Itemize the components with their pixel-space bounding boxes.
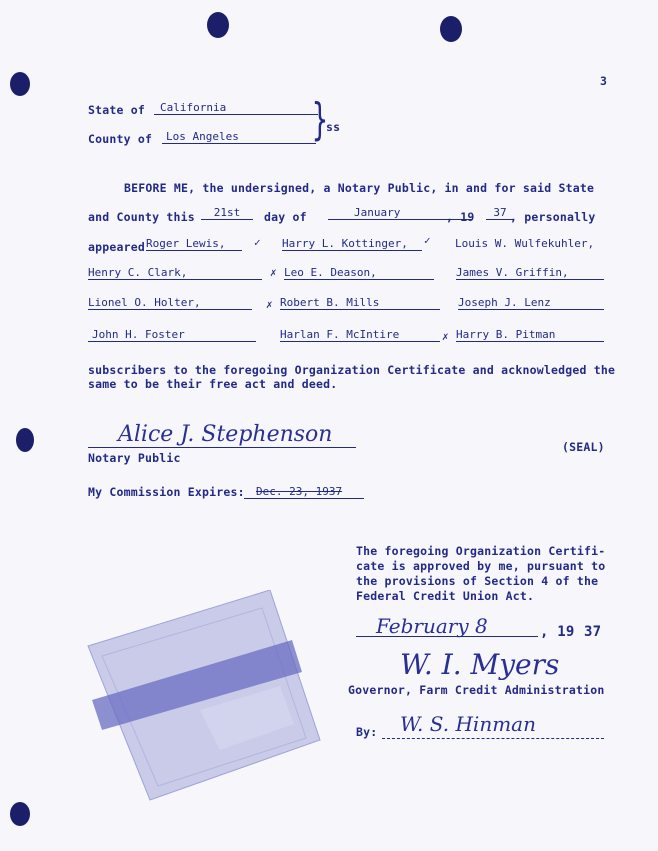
- punch-hole-left-3: [10, 802, 30, 826]
- subscriber-name: Louis W. Wulfekuhler,: [455, 237, 595, 250]
- year-prefix: , 19: [446, 210, 475, 224]
- cross-mark-icon: ✗: [442, 330, 449, 343]
- subscriber-name: Roger Lewis,: [146, 237, 242, 251]
- check-mark-icon: ✓: [254, 236, 261, 249]
- punch-hole-top-left: [207, 12, 229, 38]
- subscriber-name: Leo E. Deason,: [284, 266, 434, 280]
- subscriber-name: John H. Foster: [88, 328, 256, 342]
- by-label: By:: [356, 725, 378, 739]
- governor-label: Governor, Farm Credit Administration: [348, 683, 605, 697]
- commission-label: My Commission Expires:: [88, 485, 245, 499]
- approval-date-line: [356, 636, 538, 637]
- cross-mark-icon: ✗: [270, 266, 277, 279]
- by-signature-line: [382, 738, 604, 739]
- notary-label: Notary Public: [88, 451, 181, 465]
- subscriber-name: Harlan F. McIntire: [280, 328, 440, 342]
- subscriber-name: Harry B. Pitman: [456, 328, 604, 342]
- approval-line-4: Federal Credit Union Act.: [356, 589, 535, 603]
- state-label: State of: [88, 103, 145, 117]
- closing-line-1: subscribers to the foregoing Organization Certificate and acknowledged the: [88, 363, 616, 377]
- and-county-text: and County this: [88, 210, 195, 224]
- notary-signature-line: [88, 447, 356, 448]
- venue-brace: }: [312, 94, 328, 145]
- punch-hole-left-2: [16, 428, 34, 452]
- day-of-text: day of: [264, 210, 307, 224]
- subscriber-name: Henry C. Clark,: [88, 266, 262, 280]
- subscriber-name: Joseph J. Lenz: [458, 296, 604, 310]
- check-mark-icon: ✓: [424, 234, 431, 247]
- personally-text: , personally: [510, 210, 596, 224]
- governor-signature: W. I. Myers: [400, 648, 560, 681]
- commission-field: Dec. 23, 1937: [244, 485, 364, 499]
- approval-date-handwritten: February 8: [376, 614, 488, 638]
- subscriber-name: Robert B. Mills: [280, 296, 440, 310]
- approval-line-1: The foregoing Organization Certifi-: [356, 544, 606, 558]
- cross-mark-icon: ✗: [266, 298, 273, 311]
- approval-year-value: 37: [584, 624, 602, 640]
- month-field: January: [328, 206, 472, 220]
- approval-line-3: the provisions of Section 4 of the: [356, 574, 599, 588]
- subscriber-name: James V. Griffin,: [456, 266, 604, 280]
- ack-line-1: BEFORE ME, the undersigned, a Notary Public, in and for said State: [124, 181, 595, 195]
- punch-hole-left-1: [10, 72, 30, 96]
- seal-label: (SEAL): [562, 440, 605, 454]
- year-field: 37: [486, 206, 514, 220]
- punch-hole-top-right: [440, 16, 462, 42]
- notary-signature: Alice J. Stephenson: [118, 422, 333, 447]
- appeared-text: appeared: [88, 240, 145, 254]
- day-field: 21st: [201, 206, 253, 220]
- county-field: Los Angeles: [162, 130, 316, 144]
- approval-year-prefix: , 19: [540, 624, 575, 640]
- state-field: California: [154, 101, 318, 115]
- by-signature: W. S. Hinman: [400, 712, 536, 736]
- approval-line-2: cate is approved by me, pursuant to: [356, 559, 606, 573]
- page-number: 3: [600, 74, 608, 88]
- seal-stamp: [80, 590, 325, 805]
- closing-line-2: same to be their free act and deed.: [88, 377, 338, 391]
- subscriber-name: Lionel O. Holter,: [88, 296, 252, 310]
- ss-label: ss: [326, 120, 341, 134]
- subscriber-name: Harry L. Kottinger,: [282, 237, 422, 251]
- county-label: County of: [88, 132, 153, 146]
